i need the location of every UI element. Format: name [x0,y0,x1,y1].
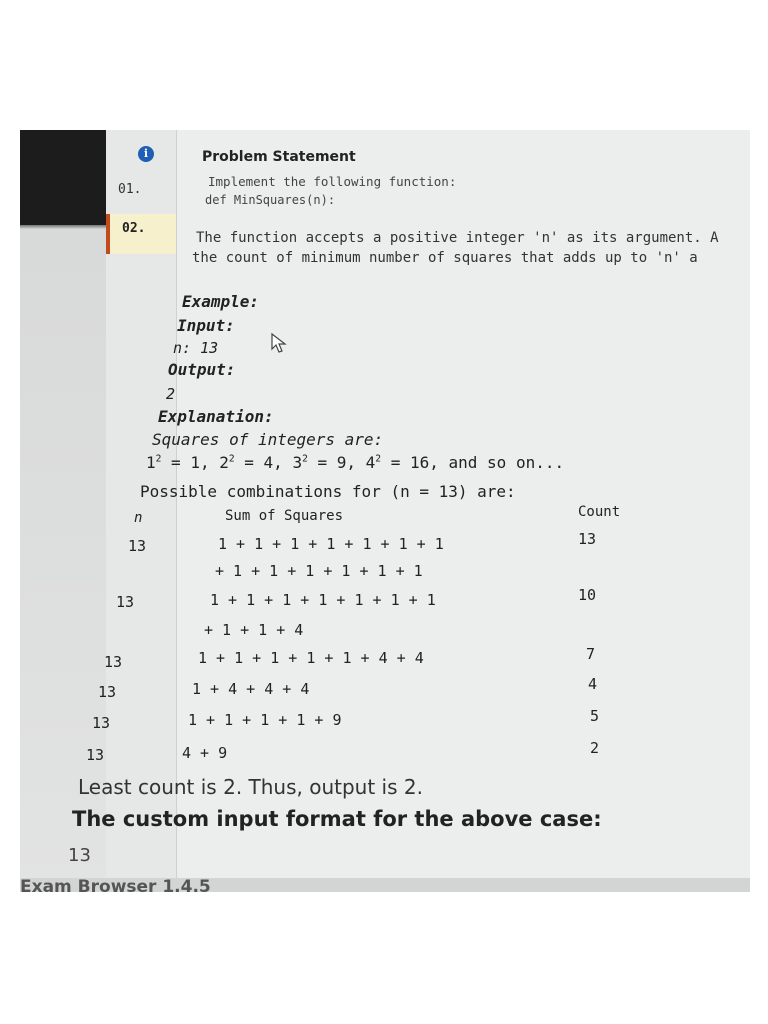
example-label: Example: [182,292,260,311]
squares-base: 4 [365,453,376,472]
table-row-sum: 1 + 1 + 1 + 1 + 1 + 1 + 1 [210,591,436,609]
squares-base: 1 [146,453,156,472]
squares-value: = 1, [161,453,220,472]
table-row-sum: 4 + 9 [182,744,228,762]
squares-base: 2 [219,453,229,472]
table-row-count: 13 [578,530,597,548]
table-row-sum: 1 + 1 + 1 + 1 + 1 + 4 + 4 [198,649,424,667]
table-row-count: 10 [578,586,597,604]
table-row-n: 13 [128,537,147,555]
problem-content [20,130,750,892]
table-row-count: 5 [590,707,600,725]
squares-value: = 4, [234,453,293,472]
squares-intro: Squares of integers are: [152,430,384,449]
table-header-n: n [134,510,143,526]
table-row-sum: 1 + 1 + 1 + 1 + 1 + 1 + 1 [218,535,444,553]
squares-value: = 9, [307,453,366,472]
table-row-sum-continued: + 1 + 1 + 4 [204,621,304,639]
explanation-label: Explanation: [158,407,274,426]
table-header-count: Count [578,504,621,520]
input-value: n: 13 [173,339,219,357]
squares-exponent: 2 [302,453,308,465]
table-row-count: 7 [586,645,596,663]
table-row-sum: 1 + 4 + 4 + 4 [192,680,310,698]
info-icon[interactable]: i [138,146,154,162]
table-header-sum: Sum of Squares [225,508,344,524]
table-row-n: 13 [116,593,135,611]
combinations-intro: Possible combinations for (n = 13) are: [140,482,516,501]
input-label: Input: [177,316,235,335]
table-row-count: 2 [590,739,600,757]
conclusion-text: Least count is 2. Thus, output is 2. [78,775,423,799]
implement-text: Implement the following function: [208,174,457,189]
description-line-2: the count of minimum number of squares that adds up to 'n' a [192,250,698,266]
squares-exponent: 2 [155,453,162,465]
description-line-1: The function accepts a positive integer 'n' as its argument. A [196,230,719,246]
squares-exponent: 2 [375,453,382,465]
table-row-n: 13 [86,746,105,764]
table-row-n: 13 [92,714,111,732]
output-value: 2 [166,385,176,403]
app-title: Exam Browser 1.4.5 [20,878,211,892]
table-row-sum: 1 + 1 + 1 + 1 + 9 [188,711,342,729]
squares-value: = 16, and so on... [381,453,565,472]
table-row-n: 13 [98,683,117,701]
function-signature: def MinSquares(n): [205,193,336,207]
squares-base: 3 [292,453,303,472]
squares-exponent: 2 [228,453,235,465]
table-row-sum-continued: + 1 + 1 + 1 + 1 + 1 + 1 [215,562,423,580]
table-row-n: 13 [104,653,123,671]
table-row-count: 4 [588,675,598,693]
question-number: 02. [122,221,146,236]
screen-photo [20,130,750,892]
taskbar [20,878,750,892]
squares-line [146,453,564,472]
custom-input-heading: The custom input format for the above case: [72,807,602,831]
output-label: Output: [168,360,236,379]
custom-input-value: 13 [68,845,91,866]
mouse-pointer-icon [270,332,288,354]
question-number: 01. [118,182,142,197]
problem-heading: Problem Statement [202,149,356,165]
